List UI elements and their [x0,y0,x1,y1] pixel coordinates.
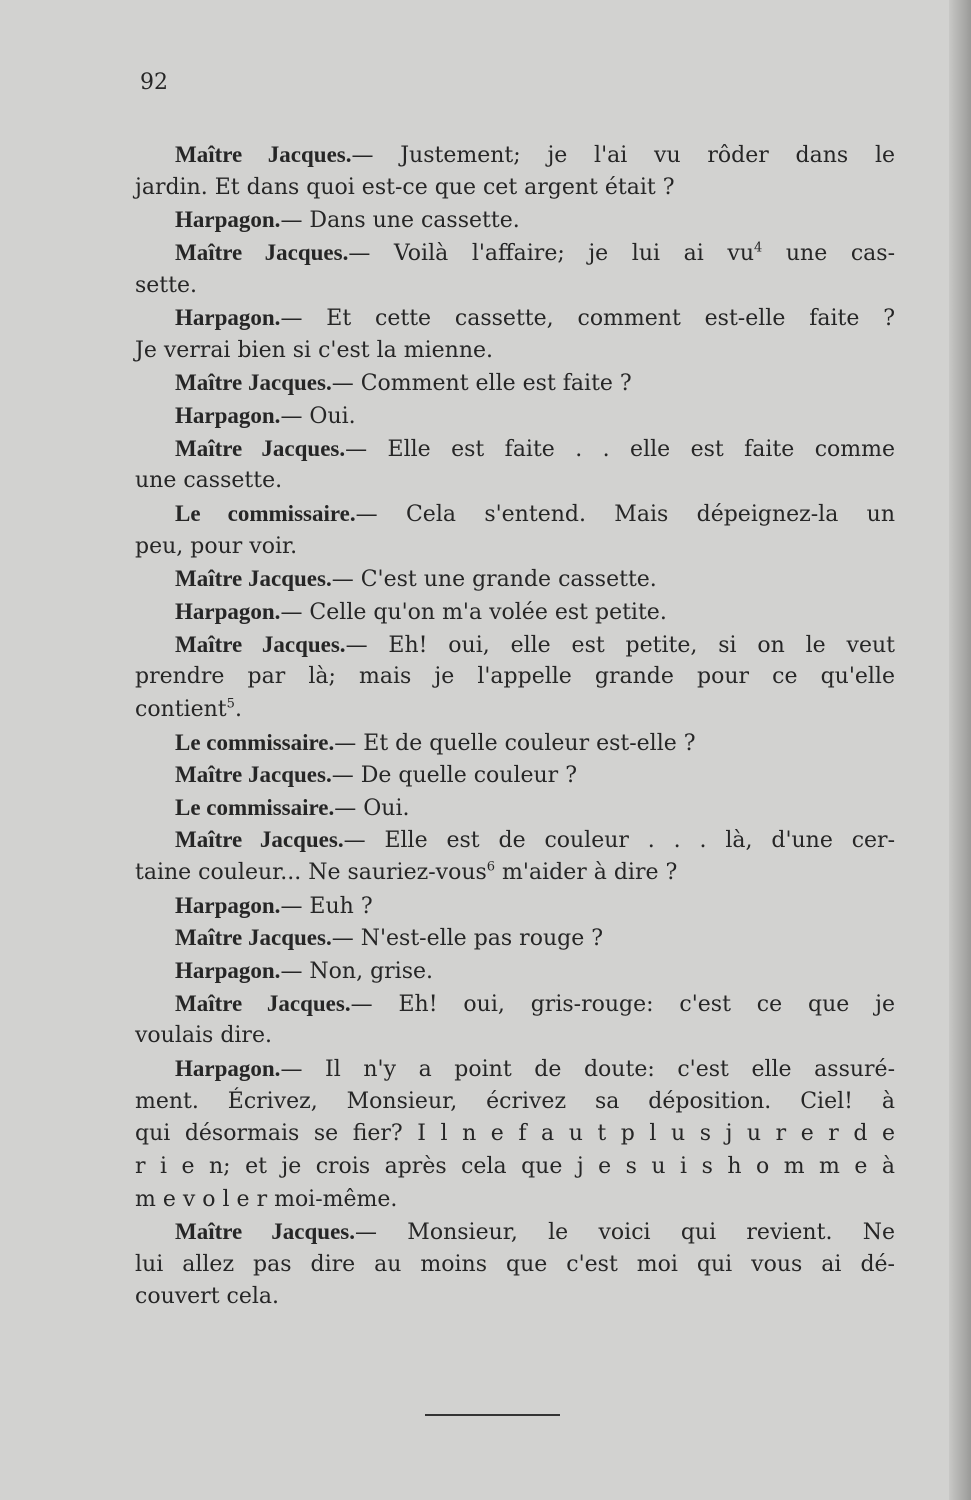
speaker-name: Maître Jacques. [175,925,332,951]
text-line [135,629,895,662]
text-line [135,661,895,694]
speaker-name: Maître Jacques. [175,566,332,592]
line-text: — Et de quelle couleur est-elle ? [334,730,696,756]
line-text: — Il n'y a point de doute: c'est elle assuré- [280,1056,895,1082]
line-text: jardin. Et dans quoi est-ce que cet argent était ? [135,174,675,200]
text-line [135,890,895,923]
line-text: — Monsieur, le voici qui revient. Ne [355,1220,895,1246]
text-line [135,367,895,400]
text-line [135,922,895,955]
text-line [135,433,895,466]
text-line [135,1086,895,1119]
line-text: — Justement; je l'ai vu rôder dans le [351,143,895,168]
line-text: lui allez pas dire au moins que c'est moi qui vous ai dé- [135,1251,895,1277]
text-line [135,139,895,172]
line-text: — Dans une cassette. [280,208,520,234]
text-line [135,988,895,1021]
end-rule [425,1414,560,1416]
speaker-name: Le commissaire. [175,501,356,527]
speaker-name: Maître Jacques. [175,827,344,853]
text-line [135,270,895,303]
page-edge-shadow [949,0,971,1500]
line-text: — Celle qu'on m'a volée est petite. [280,599,667,625]
speaker-name: Le commissaire. [175,729,335,755]
speaker-name: Maître Jacques. [175,762,332,788]
line-text: — Eh! oui, gris-rouge: c'est ce que je [350,991,895,1017]
speaker-name: Harpagon. [175,598,281,624]
speaker-name: Harpagon. [175,207,281,233]
speaker-name: Maître Jacques. [175,990,351,1016]
line-text: — Oui. [334,795,410,821]
line-text-after: . [234,696,242,722]
line-text: taine couleur... Ne sauriez-vous [135,860,487,886]
line-text: — Euh ? [280,893,373,919]
text-line [135,400,895,433]
text-line [135,1281,895,1314]
line-text-after: m'aider à dire ? [495,860,678,886]
line-text: voulais dire. [135,1023,272,1049]
line-text: une cassette. [135,468,283,494]
line-text: — Non, grise. [280,959,434,985]
footnote-ref: 6 [486,859,496,875]
text-line [135,335,895,368]
line-text: couvert cela. [135,1284,280,1310]
speaker-name: Harpagon. [175,403,281,429]
line-text: — Eh! oui, elle est petite, si on le veut [345,632,895,658]
line-text: — Oui. [280,404,356,430]
speaker-name: Maître Jacques. [175,1219,356,1245]
line-text: peu, pour voir. [135,533,298,559]
line-text: qui désormais se fier? I l n e f a u t p l u s j u r e r d e [135,1121,895,1147]
line-text: ment. Écrivez, Monsieur, écrivez sa déposition. Ciel! à [135,1088,895,1114]
line-text-after: une cas- [762,240,895,266]
line-text: sette. [135,272,198,298]
line-text: r i e n; et je crois après cela que j e s u i s h o m m e à [135,1153,895,1179]
text-line [135,1020,895,1053]
text-line [135,824,895,857]
dialogue-text [135,139,895,1314]
text-line [135,955,895,988]
line-text: — Voilà l'affaire; je lui ai vu [348,240,754,266]
text-line [135,792,895,825]
speaker-name: Maître Jacques. [175,631,346,657]
text-line [135,204,895,237]
text-line [135,465,895,498]
page-number: 92 [140,70,168,95]
text-line [135,596,895,629]
speaker-name: Harpagon. [175,1055,281,1081]
line-text: — Elle est faite . . elle est faite comme [345,436,896,462]
footnote-ref: 5 [226,696,235,712]
line-text: — Cela s'entend. Mais dépeignez-la un [355,502,895,528]
speaker-name: Maître Jacques. [175,239,349,265]
line-text: — Comment elle est faite ? [331,371,632,397]
text-line [135,237,895,270]
text-line [135,1151,895,1184]
speaker-name: Harpagon. [175,892,281,918]
text-line [135,1216,895,1249]
speaker-name: Harpagon. [175,305,281,331]
text-line [135,857,895,890]
speaker-name: Maître Jacques. [175,435,346,461]
text-line [135,1249,895,1282]
text-line [135,1184,895,1217]
footnote-ref: 4 [754,240,763,256]
text-line [135,563,895,596]
speaker-name: Le commissaire. [175,794,335,820]
text-line [135,759,895,792]
text-line [135,1053,895,1086]
line-text: Je verrai bien si c'est la mienne. [135,337,494,363]
line-text: — Et cette cassette, comment est-elle faite ? [280,306,895,332]
line-text: — De quelle couleur ? [331,763,577,789]
line-text: — N'est-elle pas rouge ? [331,926,604,952]
line-text: m e v o l e r moi-même. [135,1186,398,1212]
text-line [135,531,895,564]
speaker-name: Harpagon. [175,958,281,984]
text-line [135,727,895,760]
text-line [135,1118,895,1151]
text-line [135,694,895,727]
line-text: contient [135,696,227,722]
text-line [135,172,895,205]
text-line [135,498,895,531]
line-text: — Elle est de couleur . . . là, d'une cer- [343,828,896,854]
line-text: — C'est une grande cassette. [331,567,657,593]
speaker-name: Maître Jacques. [175,370,332,396]
line-text: prendre par là; mais je l'appelle grande pour ce qu'elle [135,664,895,690]
speaker-name: Maître Jacques. [175,142,352,167]
text-line [135,302,895,335]
